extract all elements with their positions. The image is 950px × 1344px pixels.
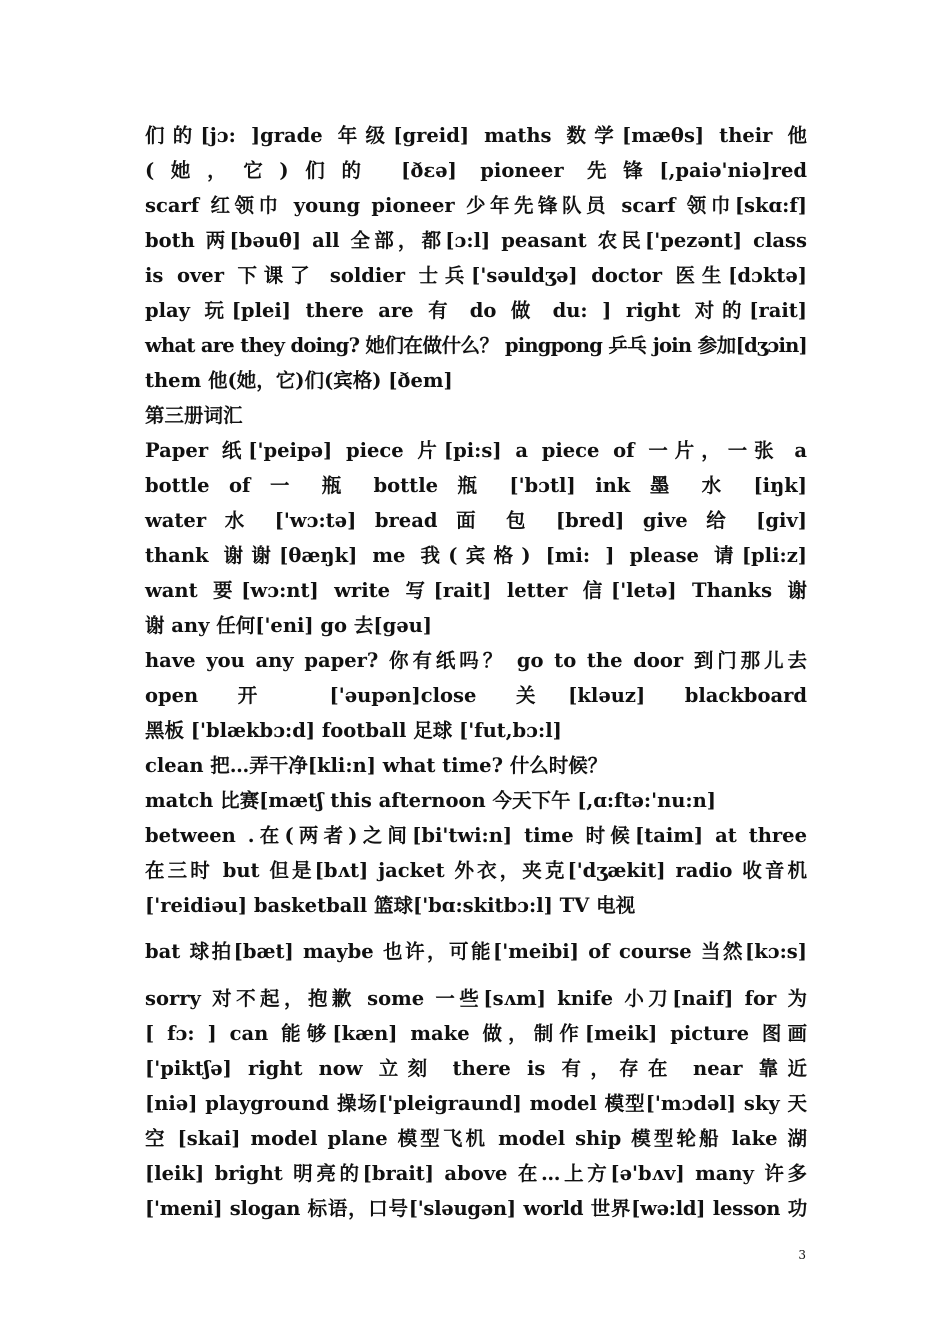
text-line: have you any paper? 你有纸吗？ go to the door 到门那儿去 [145, 649, 807, 672]
text-line: is over 下课了 soldier 士兵['səuldʒə] doctor 医生[dɔktə] [145, 264, 807, 287]
text-line: (她，它)们的 [ðɛə] pioneer 先锋[,paiə'niə]red [145, 159, 807, 182]
text-line: bat 球拍[bæt] maybe 也许，可能['meibi] of course 当然[kɔ:s] [145, 940, 807, 963]
section-heading: 第三册词汇 [145, 404, 243, 427]
text-line: open 开 ['əupən]close 关[kləuz] blackboard [145, 684, 807, 707]
text-line: water 水 ['wɔ:tə] bread 面 包 [bred] give 给 [giv] [145, 509, 807, 532]
text-line: 谢 any 任何['eni] go 去[gəu] [145, 614, 433, 637]
text-line: 空 [skai] model plane 模型飞机 model ship 模型轮船 lake 湖 [145, 1127, 807, 1150]
text-line: clean 把…弄干净[kli:n] what time? 什么时候？ [145, 754, 608, 777]
text-line: 在三时 but 但是[bʌt] jacket 外衣，夹克['dʒækit] radio 收音机 [145, 859, 807, 882]
vocabulary-text-body [145, 118, 807, 1226]
text-line: ['piktʃə] right now 立刻 there is 有，存在 near 靠近 [145, 1057, 807, 1080]
text-line: between .在(两者)之间[bi'twi:n] time 时候[taim] at three [145, 824, 807, 847]
text-line: [leik] bright 明亮的[brait] above 在…上方[ə'bʌv] many 许多 [145, 1162, 807, 1185]
text-line: ['reidiəu] basketball 篮球['bɑ:skitbɔ:l] TV 电视 [145, 894, 636, 917]
page-number: 3 [798, 1248, 806, 1262]
text-line: 们的[jɔ: ]grade 年级[greid] maths 数学[mæθs] their 他 [145, 124, 807, 147]
text-line: match 比赛[mætʃ this afternoon 今天下午 [,ɑ:ftə:'nu:n] [145, 789, 717, 812]
text-line: [ fɔ: ] can 能够[kæn] make 做，制作[meik] picture 图画 [145, 1022, 807, 1045]
text-line: [niə] playground 操场['pleigraund] model 模型['mɔdəl] sky 天 [145, 1092, 807, 1115]
text-line: what are they doing? 她们在做什么？ pingpong 乒乓 join 参加[dʒɔin] [145, 334, 807, 357]
text-line: thank 谢谢[θæŋk] me 我(宾格) [mi: ] please 请[pli:z] [145, 544, 807, 567]
text-line: them 他(她，它)们(宾格) [ðem] [145, 369, 453, 392]
text-line: scarf 红领巾 young pioneer 少年先锋队员 scarf 领巾[skɑ:f] [145, 194, 807, 217]
text-line: play 玩[plei] there are 有 do 做 du: ] right 对的[rait] [145, 299, 807, 322]
text-line: Paper 纸['peipə] piece 片[pi:s] a piece of 一片，一张 a [145, 439, 807, 462]
text-line: 黑板 ['blækbɔ:d] football 足球 ['fut,bɔ:l] [145, 719, 562, 742]
text-line: sorry 对不起，抱歉 some 一些[sʌm] knife 小刀[naif] for 为 [145, 987, 807, 1010]
text-line: both 两[bəuθ] all 全部，都[ɔ:l] peasant 农民['pezənt] class [145, 229, 807, 252]
text-line: bottle of 一 瓶 bottle 瓶 ['bɔtl] ink 墨 水 [iŋk] [145, 474, 807, 497]
text-line: ['meni] slogan 标语，口号['sləugən] world 世界[wə:ld] lesson 功 [145, 1197, 807, 1220]
text-line: want 要[wɔ:nt] write 写[rait] letter 信['letə] Thanks 谢 [145, 579, 807, 602]
